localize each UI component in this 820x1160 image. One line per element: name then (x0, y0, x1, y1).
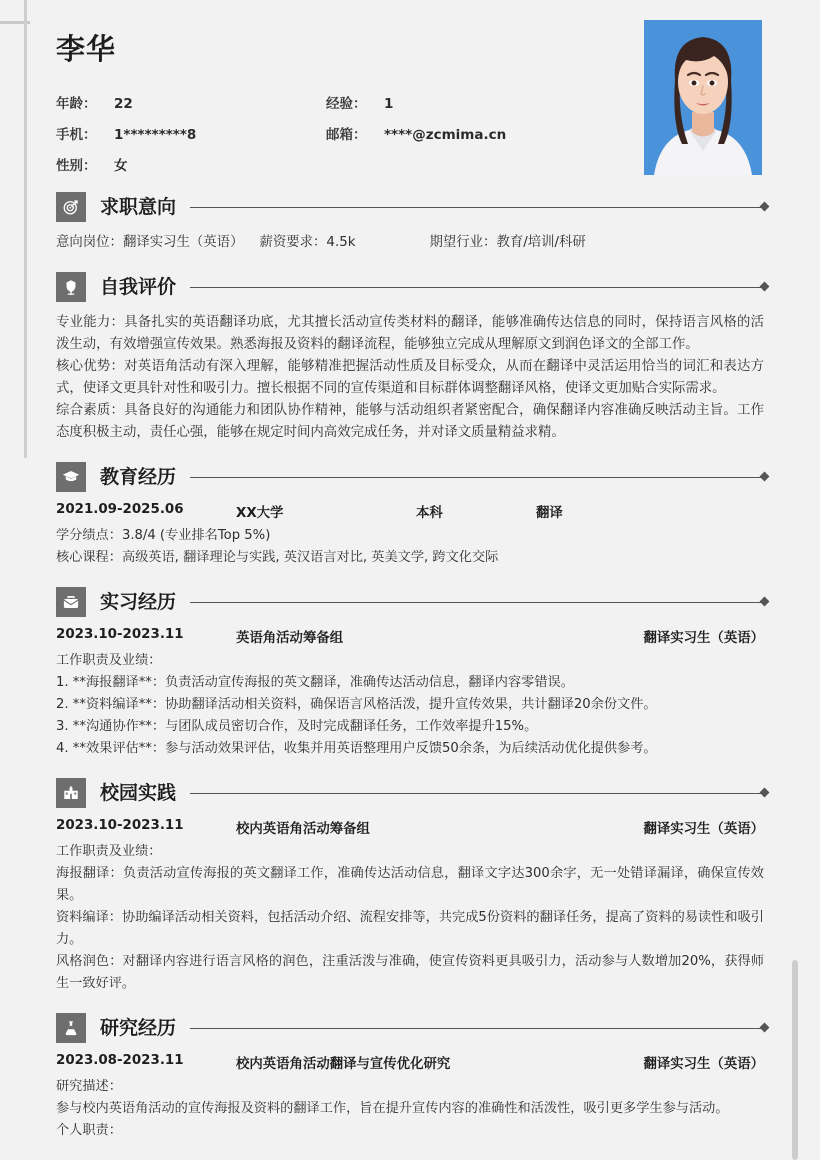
education-gpa-label: 学分绩点： (56, 528, 122, 543)
internship-bullet: 2. **资料编译**：协助翻译活动相关资料，确保语言风格活泼，提升宣传效果，共计翻译20余份文件。 (56, 697, 657, 712)
education-major: 翻译 (536, 506, 563, 521)
intent-industry-label: 期望行业： (429, 235, 497, 250)
research-duty-heading: 个人职责： (56, 1123, 122, 1138)
meta-phone-label: 手机： (56, 126, 97, 143)
avatar-portrait-icon (644, 20, 762, 175)
section-education (30, 462, 790, 569)
section-divider (190, 602, 764, 603)
section-title-campus-practice: 校园实践 (100, 781, 177, 804)
job-intent-body (56, 232, 764, 254)
campus-entry-row (56, 818, 764, 837)
campus-practice-body (56, 818, 764, 995)
meta-email-value: ****@zcmima.cn (384, 126, 507, 143)
meta-phone (56, 123, 326, 143)
research-date: 2023.08-2023.11 (56, 1053, 184, 1068)
internship-bullet: 4. **效果评估**：参与活动效果评估，收集并用英语整理用户反馈50余条，为后续活动优化提供参考。 (56, 741, 657, 756)
section-header-internship (56, 587, 764, 617)
research-body (56, 1053, 764, 1142)
internship-subheading: 工作职责及业绩： (56, 653, 162, 668)
internship-body (56, 627, 764, 760)
meta-experience-value: 1 (384, 95, 394, 112)
section-divider (190, 793, 764, 794)
meta-age (56, 92, 326, 112)
internship-bullet: 1. **海报翻译**：负责活动宣传海报的英文翻译，准确传达活动信息，翻译内容零错误。 (56, 675, 574, 690)
section-divider (190, 287, 764, 288)
section-title-research: 研究经历 (100, 1016, 177, 1039)
meta-email (326, 123, 596, 143)
candidate-name: 李华 (56, 32, 117, 66)
resume-header (30, 0, 790, 192)
research-role: 翻译实习生（英语） (643, 1057, 764, 1072)
campus-org: 校内英语角活动筹备组 (236, 822, 370, 837)
education-courses-value: 高级英语, 翻译理论与实践, 英汉语言对比, 英美文学, 跨文化交际 (121, 550, 499, 565)
education-courses-row (56, 547, 764, 569)
section-campus-practice (30, 778, 790, 995)
intent-position-label: 意向岗位： (56, 235, 123, 250)
education-degree: 本科 (416, 506, 443, 521)
education-entry-row (56, 502, 764, 521)
self-evaluation-body (56, 312, 764, 444)
meta-experience (326, 92, 596, 112)
target-icon (56, 192, 86, 222)
education-body (56, 502, 764, 569)
internship-org: 英语角活动筹备组 (236, 631, 344, 646)
research-desc-text: 参与校内英语角活动的宣传海报及资料的翻译工作，旨在提升宣传内容的准确性和活泼性，吸引更多学生参与活动。 (56, 1101, 729, 1116)
education-school: XX大学 (236, 506, 284, 521)
campus-date: 2023.10-2023.11 (56, 818, 184, 833)
section-self-evaluation (30, 272, 790, 444)
self-eval-paragraph: 核心优势：对英语角活动有深入理解，能够精准把握活动性质及目标受众，从而在翻译中灵活运用恰当的词汇和表达方式，使译文更具针对性和吸引力。擅长根据不同的宣传渠道和目标群体调整翻译风格，使译文更加贴合实际需求。 (56, 359, 764, 396)
research-topic: 校内英语角活动翻译与宣传优化研究 (236, 1057, 451, 1072)
section-header-job-intent (56, 192, 764, 222)
intent-position-value: 翻译实习生（英语） (122, 235, 244, 250)
section-internship (30, 587, 790, 760)
education-courses-label: 核心课程： (56, 550, 122, 565)
meta-age-label: 年龄： (56, 95, 97, 112)
research-desc-heading: 研究描述： (56, 1079, 122, 1094)
meta-gender-value: 女 (114, 157, 128, 174)
self-eval-paragraph: 专业能力：具备扎实的英语翻译功底，尤其擅长活动宣传类材料的翻译，能够准确传达信息的同时，保持语言风格的活泼生动，有效增强宣传效果。熟悉海报及资料的翻译流程，能够独立完成从理解原文到润色译文的全部工作。 (56, 315, 764, 352)
meta-gender-label: 性别： (56, 157, 97, 174)
internship-entry-row (56, 627, 764, 646)
flask-icon (56, 1013, 86, 1043)
meta-email-label: 邮箱： (326, 126, 367, 143)
section-title-job-intent: 求职意向 (100, 195, 177, 218)
resume-sheet (30, 0, 790, 1160)
section-header-self-evaluation (56, 272, 764, 302)
school-building-icon (56, 778, 86, 808)
job-intent-row (56, 232, 764, 254)
medal-icon (56, 272, 86, 302)
intent-industry-value: 教育/培训/科研 (496, 235, 586, 250)
intent-salary-label: 薪资要求： (259, 235, 327, 250)
section-title-education: 教育经历 (100, 465, 177, 488)
section-header-campus-practice (56, 778, 764, 808)
meta-experience-label: 经验： (326, 95, 367, 112)
research-entry-row (56, 1053, 764, 1072)
education-gpa-row (56, 525, 764, 547)
internship-date: 2023.10-2023.11 (56, 627, 184, 642)
campus-paragraph: 风格润色：对翻译内容进行语言风格的润色，注重活泼与准确，使宣传资料更具吸引力，活动参与人数增加20%，获得师生一致好评。 (56, 954, 764, 991)
briefcase-icon (56, 587, 86, 617)
section-job-intent (30, 192, 790, 254)
avatar (644, 20, 762, 175)
profile-meta-grid (56, 92, 596, 174)
meta-age-value: 22 (114, 95, 133, 112)
campus-paragraph: 海报翻译：负责活动宣传海报的英文翻译工作，准确传达活动信息，翻译文字达300余字，无一处错译漏译，确保宣传效果。 (56, 866, 764, 903)
education-gpa-value: 3.8/4 (专业排名Top 5%) (121, 528, 271, 543)
section-header-education (56, 462, 764, 492)
campus-paragraph: 资料编译：协助编译活动相关资料，包括活动介绍、流程安排等，共完成5份资料的翻译任务，提高了资料的易读性和吸引力。 (56, 910, 764, 947)
section-divider (190, 477, 764, 478)
meta-gender (56, 154, 326, 174)
page-scrollbar[interactable] (792, 960, 798, 1160)
viewport-left-rail (24, 0, 27, 458)
campus-role: 翻译实习生（英语） (643, 822, 764, 837)
section-header-research (56, 1013, 764, 1043)
meta-phone-value: 1*********8 (114, 126, 197, 143)
section-divider (190, 1028, 764, 1029)
campus-subheading: 工作职责及业绩： (56, 844, 162, 859)
self-eval-paragraph: 综合素质：具备良好的沟通能力和团队协作精神，能够与活动组织者紧密配合，确保翻译内容准确反映活动主旨。工作态度积极主动，责任心强，能够在规定时间内高效完成任务，并对译文质量精益求精。 (56, 403, 764, 440)
intent-salary-value: 4.5k (326, 235, 356, 250)
internship-bullet: 3. **沟通协作**：与团队成员密切合作，及时完成翻译任务，工作效率提升15%。 (56, 719, 538, 734)
internship-role: 翻译实习生（英语） (643, 631, 764, 646)
section-divider (190, 207, 764, 208)
education-date: 2021.09-2025.06 (56, 502, 184, 517)
section-research (30, 1013, 790, 1142)
section-title-internship: 实习经历 (100, 590, 177, 613)
section-title-self-evaluation: 自我评价 (100, 275, 177, 298)
graduation-cap-icon (56, 462, 86, 492)
